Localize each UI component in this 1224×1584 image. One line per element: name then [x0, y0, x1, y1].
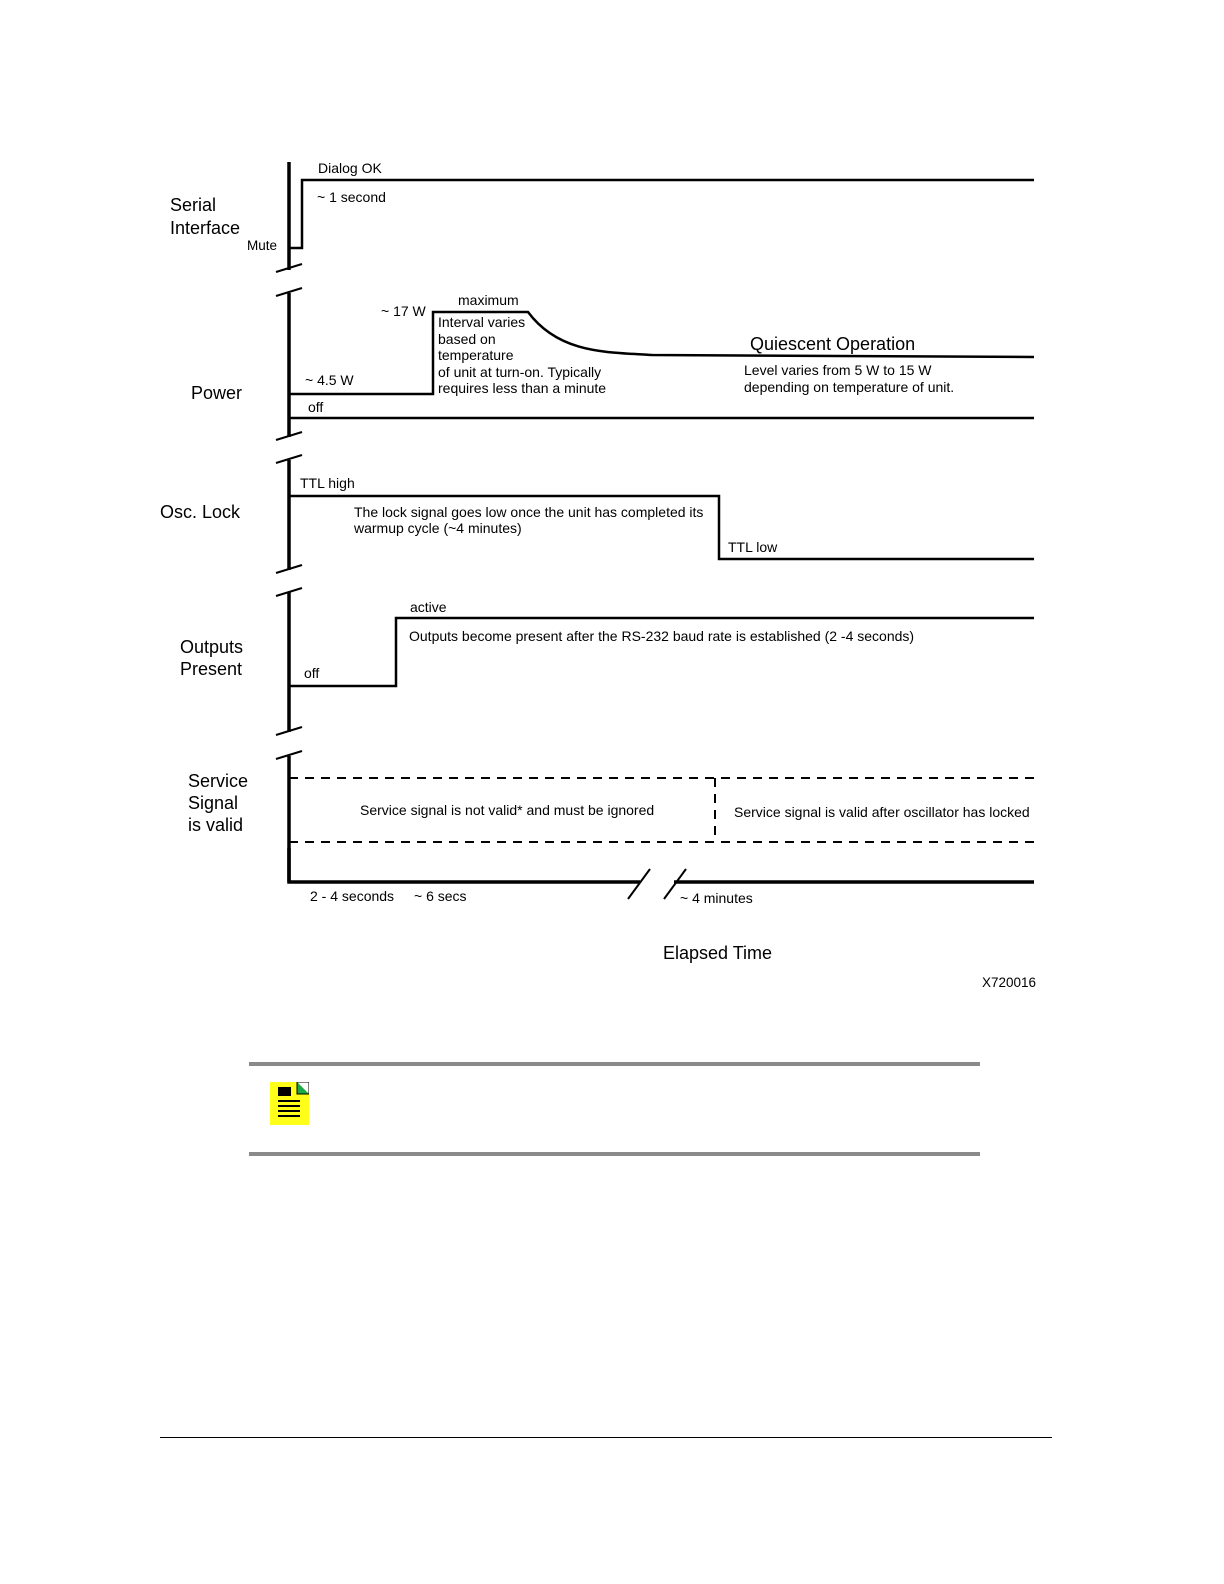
- power-initial-label: ~ 4.5 W: [305, 372, 354, 388]
- interval-line-1: Interval varies: [438, 314, 526, 330]
- note-top-rule: [249, 1062, 980, 1066]
- osc-note-line-2: warmup cycle (~4 minutes): [354, 520, 522, 536]
- service-row-label-1: Service: [188, 771, 249, 791]
- outputs-active-label: active: [410, 599, 447, 615]
- outputs-row-label-1: Outputs: [180, 637, 244, 657]
- serial-row-label-1: Serial: [170, 195, 217, 215]
- service-not-valid-text: Service signal is not valid* and must be ignored: [360, 802, 655, 818]
- service-row-label-3: is valid: [188, 815, 244, 835]
- one-second-label: ~ 1 second: [317, 189, 386, 205]
- time-mark-4-minutes: ~ 4 minutes: [680, 890, 753, 906]
- time-mark-6-secs: ~ 6 secs: [414, 888, 467, 904]
- power-maximum-label: maximum: [458, 292, 519, 308]
- interval-line-2: based on: [438, 331, 496, 347]
- time-mark-2-4-seconds: 2 - 4 seconds: [310, 888, 395, 904]
- service-row-label-2: Signal: [188, 793, 239, 813]
- mute-label: Mute: [247, 238, 278, 253]
- quiescent-line-1: Level varies from 5 W to 15 W: [744, 362, 932, 378]
- ttl-high-label: TTL high: [300, 475, 355, 491]
- serial-row-label-2: Interface: [170, 218, 241, 238]
- interval-line-4: of unit at turn-on. Typically: [438, 364, 602, 380]
- ttl-low-label: TTL low: [728, 539, 778, 555]
- osc-note-line-1: The lock signal goes low once the unit has completed its: [354, 504, 704, 520]
- osc-lock-row-label: Osc. Lock: [160, 502, 241, 522]
- interval-line-3: temperature: [438, 347, 514, 363]
- power-row-label: Power: [191, 383, 243, 403]
- quiescent-line-2: depending on temperature of unit.: [744, 379, 955, 395]
- power-peak-label: ~ 17 W: [381, 303, 426, 319]
- service-valid-text: Service signal is valid after oscillator has locked: [734, 804, 1030, 820]
- quiescent-title: Quiescent Operation: [750, 334, 916, 354]
- figure-id: X720016: [982, 975, 1037, 990]
- elapsed-time-label: Elapsed Time: [663, 943, 773, 963]
- time-break-mark-1: [628, 869, 650, 899]
- time-axis-left: [289, 848, 640, 882]
- note-icon: [270, 1082, 309, 1125]
- footer-rule: [160, 1437, 1052, 1438]
- serial-signal-line: [289, 180, 1034, 248]
- interval-line-5: requires less than a minute: [438, 380, 607, 396]
- outputs-note: Outputs become present after the RS-232 baud rate is established (2 -4 seconds): [409, 628, 915, 644]
- outputs-off-label: off: [304, 665, 320, 681]
- power-off-label: off: [308, 399, 324, 415]
- dialog-ok-label: Dialog OK: [318, 160, 382, 176]
- outputs-row-label-2: Present: [180, 659, 243, 679]
- note-bottom-rule: [249, 1152, 980, 1156]
